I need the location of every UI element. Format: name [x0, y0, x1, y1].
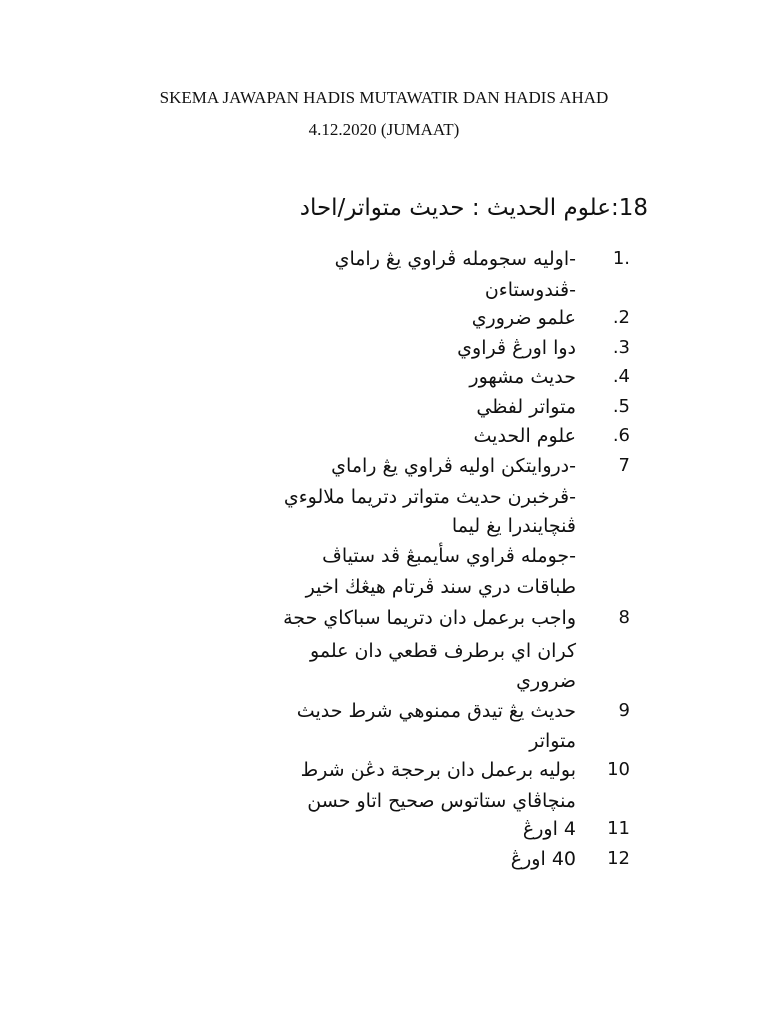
answer-item-1 — [0, 248, 768, 278]
document-date: 4.12.2020 (JUMAAT) — [308, 120, 460, 139]
answer-item-2 — [0, 307, 768, 337]
answer-number: 8 — [618, 607, 630, 628]
answer-number: 7 — [618, 455, 630, 476]
answer-number: .3 — [612, 337, 630, 358]
answer-text: -جومله ڤراوي سأيمبڠ ڤد ستياڤ — [322, 545, 576, 567]
answer-text: حديث مشهور — [469, 366, 576, 388]
answer-text: متواتر لفظي — [476, 396, 576, 418]
document-title: SKEMA JAWAPAN HADIS MUTAWATIR DAN HADIS AHAD — [159, 88, 609, 107]
answer-number: .2 — [612, 307, 630, 328]
answer-item-11 — [0, 818, 768, 848]
answer-text: -ڤندوستاءن — [484, 279, 576, 301]
answer-number: 9 — [618, 700, 630, 721]
answer-text: طباقات دري سند ڤرتام هيڠڬ اخير — [305, 576, 576, 598]
answer-item-7-cont — [0, 545, 768, 575]
answer-text: منچاڤاي ستاتوس صحيح اتاو حسن — [307, 790, 576, 812]
answer-text: علوم الحديث — [473, 425, 576, 447]
answer-text: متواتر — [529, 730, 576, 752]
answer-number: 11 — [607, 818, 630, 839]
answer-text: 40 اورڠ — [510, 848, 576, 870]
answer-text: -دروايتكن اوليه ڤراوي يڠ راماي — [331, 455, 576, 477]
answer-item-6 — [0, 425, 768, 455]
answer-number: .6 — [612, 425, 630, 446]
answer-text: واجب برعمل دان دتريما سباکاي حجة — [283, 607, 576, 629]
answer-item-10 — [0, 759, 768, 789]
answer-text: بوليه برعمل دان برحجة دڠن شرط — [300, 759, 576, 781]
answer-text: حديث يڠ تيدق ممنوهي شرط حديث — [296, 700, 576, 722]
answer-number: 10 — [607, 759, 630, 780]
answer-item-3 — [0, 337, 768, 367]
answer-number: 1. — [612, 248, 630, 269]
answer-item-7-cont — [0, 486, 768, 516]
answer-item-8-cont — [0, 640, 768, 670]
answer-item-4 — [0, 366, 768, 396]
answer-item-5 — [0, 396, 768, 426]
answer-text: علمو ضروري — [471, 307, 576, 329]
answer-text: -ڤرخبرن حديث متواتر دتريما ملالوءي — [283, 486, 576, 508]
answer-item-12 — [0, 848, 768, 878]
answer-number: .4 — [612, 366, 630, 387]
answer-item-9 — [0, 700, 768, 730]
answer-number: .5 — [612, 396, 630, 417]
answer-item-1-cont — [0, 279, 768, 309]
answer-text: كران اي برطرف قطعي دان علمو — [310, 640, 576, 662]
answer-text: ضروري — [516, 670, 576, 692]
section-heading: 18:علوم الحديث : حديث متواتر/احاد — [299, 195, 648, 221]
answer-item-7 — [0, 455, 768, 485]
answer-item-7-cont — [0, 576, 768, 606]
answer-item-9-cont — [0, 730, 768, 760]
answer-text: 4 اورڠ — [522, 818, 576, 840]
answer-number: 12 — [607, 848, 630, 869]
answer-text: دوا اورڠ ڤراوي — [457, 337, 576, 359]
answer-item-8-cont — [0, 670, 768, 700]
answer-text: ڤنچايندرا يغ ليما — [451, 515, 576, 537]
answer-item-10-cont — [0, 790, 768, 820]
answer-item-7-cont — [0, 515, 768, 545]
answer-item-8 — [0, 607, 768, 637]
answer-text: -اوليه سجومله ڤراوي يڠ راماي — [334, 248, 576, 270]
